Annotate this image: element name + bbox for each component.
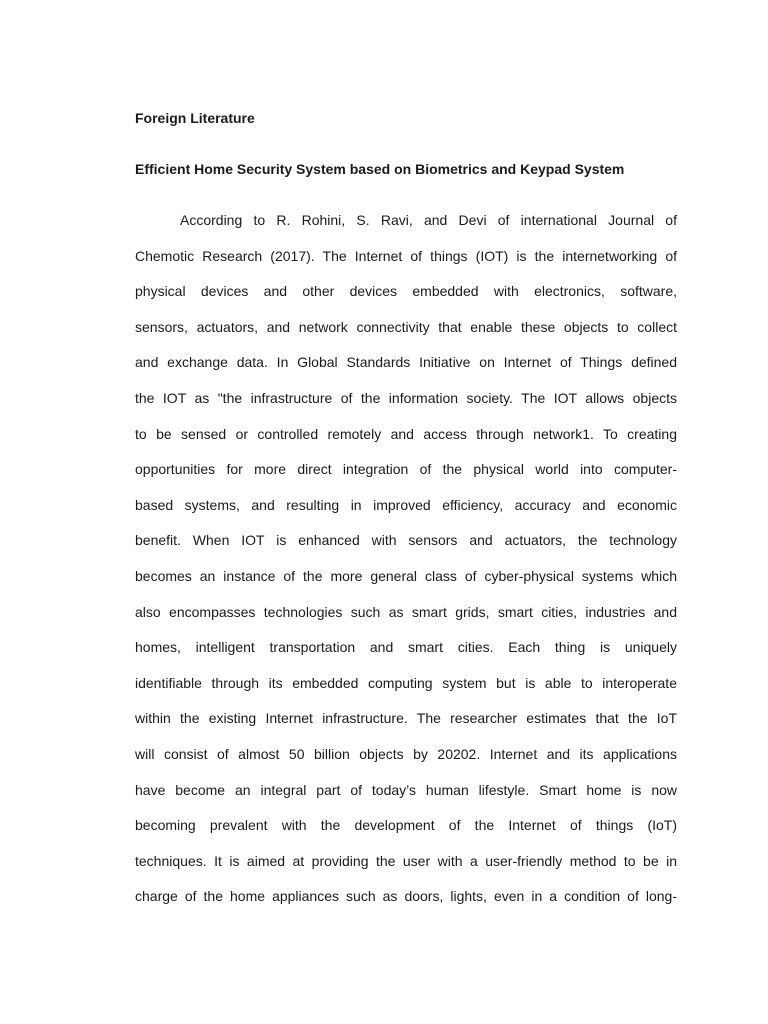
paragraph-line: benefit. When IOT is enhanced with sensors and actuators, the technology	[135, 532, 677, 549]
paragraph-line: will consist of almost 50 billion objects by 20202. Internet and its applications	[135, 745, 677, 762]
paragraph-line: According to R. Rohini, S. Ravi, and Devi of international Journal of	[180, 212, 677, 228]
paragraph-line: have become an integral part of today’s human lifestyle. Smart home is now	[135, 781, 677, 798]
paragraph-line: identifiable through its embedded computing system but is able to interoperate	[135, 674, 677, 691]
paragraph-line: also encompasses technologies such as smart grids, smart cities, industries and	[135, 603, 677, 620]
paragraph-line: physical devices and other devices embedded with electronics, software,	[135, 283, 677, 300]
paragraph-line: to be sensed or controlled remotely and access through network1. To creating	[135, 425, 677, 442]
paragraph-line: becoming prevalent with the development of the Internet of things (IoT)	[135, 817, 677, 834]
section-heading: Foreign Literature	[135, 110, 255, 126]
paragraph-line: opportunities for more direct integration of the physical world into computer-	[135, 461, 677, 478]
paragraph-line: the IOT as "the infrastructure of the information society. The IOT allows objects	[135, 389, 677, 406]
paragraph-line: becomes an instance of the more general class of cyber-physical systems which	[135, 567, 677, 584]
paragraph-line: and exchange data. In Global Standards Initiative on Internet of Things defined	[135, 354, 677, 371]
paragraph-line: techniques. It is aimed at providing the user with a user-friendly method to be in	[135, 852, 677, 869]
body-paragraph	[135, 210, 677, 922]
paragraph-line: within the existing Internet infrastructure. The researcher estimates that the IoT	[135, 710, 677, 727]
paragraph-line: charge of the home appliances such as doors, lights, even in a condition of long-	[135, 888, 677, 905]
paragraph-line: based systems, and resulting in improved efficiency, accuracy and economic	[135, 496, 677, 513]
paper-title: Efficient Home Security System based on Biometrics and Keypad System	[135, 161, 625, 177]
paragraph-line: Chemotic Research (2017). The Internet of things (IOT) is the internetworking of	[135, 247, 677, 264]
paragraph-line: sensors, actuators, and network connectivity that enable these objects to collect	[135, 318, 677, 335]
paragraph-line: homes, intelligent transportation and smart cities. Each thing is uniquely	[135, 639, 677, 656]
